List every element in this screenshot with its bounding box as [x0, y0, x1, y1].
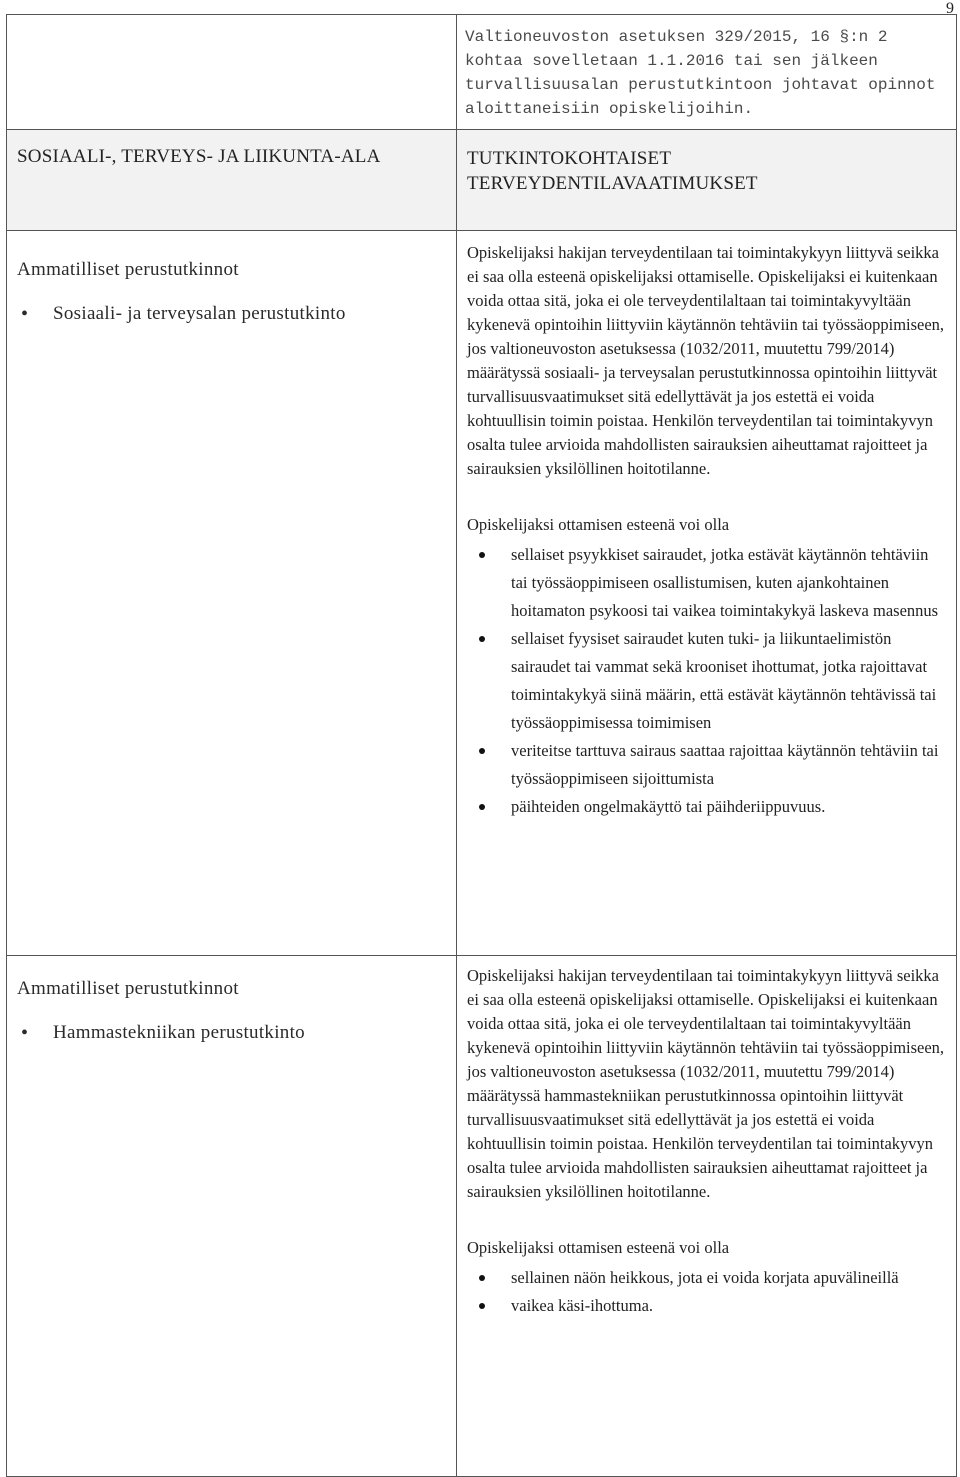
- heading-line-2: TERVEYDENTILAVAATIMUKSET: [467, 173, 758, 194]
- intro-line: Valtioneuvoston asetuksen 329/2015, 16 §:n 2: [465, 28, 888, 46]
- obstacles-list: [467, 541, 946, 821]
- obstacle-item: sellaiset fyysiset sairaudet kuten tuki- ja liikuntaelimistön sairaudet tai vammat sekä krooniset ihottumat, jotka rajoittavat toimintakykyä siinä määrin, että estävät käytännön tehtävissä tai työssäoppimisessa toimimisen: [467, 625, 946, 737]
- intro-row: [7, 15, 957, 130]
- degree-category: Ammatilliset perustutkinnot: [17, 978, 239, 999]
- health-requirements-cell: [457, 231, 957, 956]
- intro-line: turvallisuusalan perustutkintoon johtavat opinnot: [465, 76, 936, 94]
- intro-right-cell: [457, 15, 957, 130]
- intro-left-cell: [7, 15, 457, 130]
- obstacle-item: sellainen näön heikkous, jota ei voida korjata apuvälineillä: [467, 1264, 946, 1292]
- degree-category: Ammatilliset perustutkinnot: [17, 259, 239, 280]
- section-title-cell: [7, 130, 457, 231]
- requirements-table: [6, 14, 957, 1477]
- obstacles-list: [467, 1264, 946, 1320]
- health-requirements: [457, 956, 956, 1330]
- degree-cell: [7, 956, 457, 1477]
- degree-info: [7, 231, 456, 341]
- intro-text: [465, 25, 946, 121]
- degree-info: [7, 956, 456, 1060]
- intro-line: kohtaa sovelletaan 1.1.2016 tai sen jälkeen: [465, 52, 878, 70]
- obstacle-item: päihteiden ongelmakäyttö tai päihderiippuvuus.: [467, 793, 946, 821]
- degree-cell: [7, 231, 457, 956]
- obstacle-item: vaikea käsi-ihottuma.: [467, 1292, 946, 1320]
- obstacles-intro: Opiskelijaksi ottamisen esteenä voi olla: [467, 1238, 730, 1257]
- health-requirements-cell: [457, 956, 957, 1477]
- degree-name: • Hammastekniikan perustutkinto: [17, 1020, 446, 1046]
- requirements-heading-cell: [457, 130, 957, 231]
- health-requirements: [457, 231, 956, 831]
- degree-row: [7, 231, 957, 956]
- obstacle-item: sellaiset psyykkiset sairaudet, jotka estävät käytännön tehtäviin tai työssäoppimiseen osallistumisen, kuten ajankohtainen hoitamaton psykoosi tai vaikea toimintakykyä laskeva masennus: [467, 541, 946, 625]
- section-header-row: [7, 130, 957, 231]
- page-number: 9: [946, 0, 954, 17]
- requirements-heading: [457, 130, 956, 196]
- degree-row: [7, 956, 957, 1477]
- heading-line-1: TUTKINTOKOHTAISET: [467, 148, 672, 169]
- intro-line: aloittaneisiin opiskelijoihin.: [465, 100, 754, 118]
- degree-name: • Sosiaali- ja terveysalan perustutkinto: [17, 301, 446, 327]
- obstacle-item: veriteitse tarttuva sairaus saattaa rajoittaa käytännön tehtäviin tai työssäoppimiseen sijoittumista: [467, 737, 946, 793]
- requirements-paragraph: Opiskelijaksi hakijan terveydentilaan tai toimintakykyyn liittyvä seikka ei saa olla esteenä opiskelijaksi ottamiselle. Opiskelijaksi ei kuitenkaan voida ottaa sitä, joka ei ole terveydentilaltaan tai toimintakyvyltään kykenevä opintoihin liittyviin käytännön tehtäviin tai työssäoppimiseen, jos valtioneuvoston asetuksessa (1032/2011, muutettu 799/2014) määrätyssä hammastekniikan perustutkinnossa opintoihin liittyvät turvallisuusvaatimukset sitä edellyttävät ja jos estettä ei voida kohtuullisin toimin poistaa. Henkilön terveydentilan tai toimintakyvyn osalta tulee arvioida mahdollisten sairauksien aiheuttamat rajoitteet ja sairauksien yksilöllinen hoitotilanne.: [467, 966, 945, 1201]
- obstacles-intro: Opiskelijaksi ottamisen esteenä voi olla: [467, 515, 730, 534]
- section-title: SOSIAALI-, TERVEYS- JA LIIKUNTA-ALA: [17, 146, 381, 167]
- requirements-paragraph: Opiskelijaksi hakijan terveydentilaan tai toimintakykyyn liittyvä seikka ei saa olla esteenä opiskelijaksi ottamiselle. Opiskelijaksi ei kuitenkaan voida ottaa sitä, joka ei ole terveydentilaltaan tai toimintakyvyltään kykenevä opintoihin liittyviin käytännön tehtäviin tai työssäoppimiseen, jos valtioneuvoston asetuksessa (1032/2011, muutettu 799/2014) määrätyssä sosiaali- ja terveysalan perustutkinnossa opintoihin liittyvät turvallisuusvaatimukset sitä edellyttävät ja jos estettä ei voida kohtuullisin toimin poistaa. Henkilön terveydentilan tai toimintakyvyn osalta tulee arvioida mahdollisten sairauksien aiheuttamat rajoitteet ja sairauksien yksilöllinen hoitotilanne.: [467, 243, 945, 478]
